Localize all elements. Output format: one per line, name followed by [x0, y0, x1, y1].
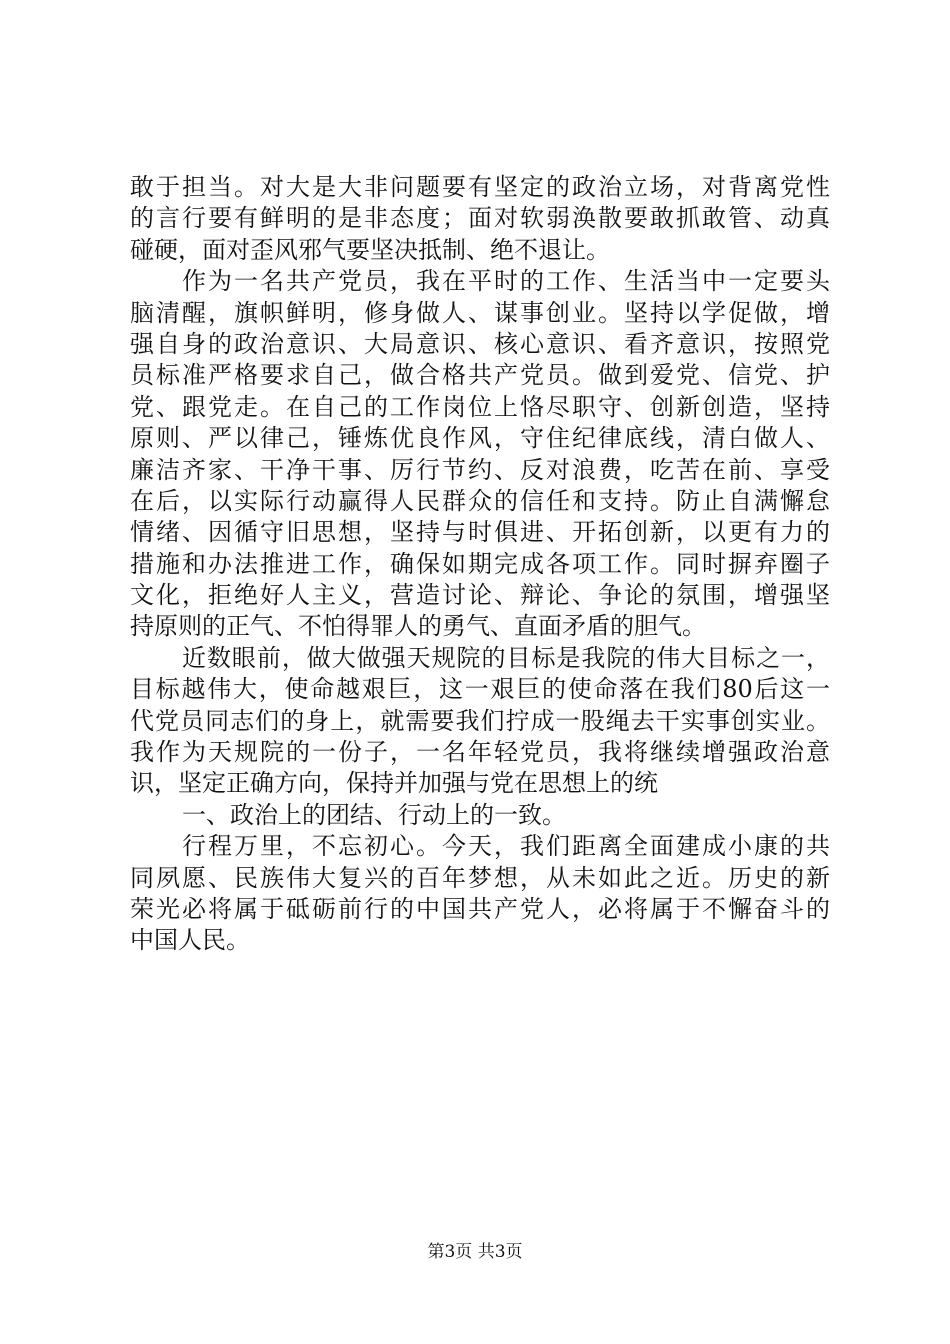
text-line: 我作为天规院的一份子，一名年轻党员，我将继续增强政治意: [130, 738, 830, 767]
text-line: 强自身的政治意识、大局意识、核心意识、看齐意识，按照党: [130, 329, 830, 358]
text-line: 行程万里，不忘初心。今天，我们距离全面建成小康的共: [182, 832, 830, 861]
text-line: 荣光必将属于砥砺前行的中国共产党人，必将属于不懈奋斗的: [130, 894, 830, 923]
text-line: 在后，以实际行动赢得人民群众的信任和支持。防止自满懈怠: [130, 486, 830, 515]
text-line: 措施和办法推进工作，确保如期完成各项工作。同时摒弃圈子: [130, 549, 830, 578]
text-line: 脑清醒，旗帜鲜明，修身做人、谋事创业。坚持以学促做，增: [130, 298, 830, 327]
page-number-footer: 第3页 共3页: [427, 1242, 523, 1262]
text-line: 党、跟党走。在自己的工作岗位上恪尽职守、创新创造，坚持: [130, 392, 830, 421]
text-line: 碰硬，面对歪风邪气要坚决抵制、绝不退让。: [130, 235, 610, 264]
text-line: 廉洁齐家、干净干事、厉行节约、反对浪费，吃苦在前、享受: [130, 455, 830, 484]
text-line: 同夙愿、民族伟大复兴的百年梦想，从未如此之近。历史的新: [130, 863, 830, 892]
text-line: 识，坚定正确方向，保持并加强与党在思想上的统: [130, 769, 658, 798]
text-line: 员标准严格要求自己，做合格共产党员。做到爱党、信党、护: [130, 361, 830, 390]
text-line: 文化，拒绝好人主义，营造讨论、辩论、争论的氛围，增强坚: [130, 581, 830, 610]
text-line: 持原则的正气、不怕得罪人的勇气、直面矛盾的胆气。: [130, 612, 706, 641]
text-line: 情绪、因循守旧思想，坚持与时俱进、开拓创新，以更有力的: [130, 518, 830, 547]
text-line: 作为一名共产党员，我在平时的工作、生活当中一定要头: [182, 267, 830, 296]
document-body: [130, 172, 830, 957]
text-line: 原则、严以律己，锤炼优良作风，守住纪律底线，清白做人、: [130, 424, 830, 453]
text-line: 近数眼前，做大做强天规院的目标是我院的伟大目标之一，: [182, 643, 830, 672]
text-line: 的言行要有鲜明的是非态度；面对软弱涣散要敢抓敢管、动真: [130, 204, 830, 233]
text-line: 敢于担当。对大是大非问题要有坚定的政治立场，对背离党性: [130, 173, 830, 201]
text-line: 一、政治上的团结、行动上的一致。: [182, 800, 566, 829]
text-line: 中国人民。: [130, 926, 250, 955]
text-line: 目标越伟大，使命越艰巨，这一艰巨的使命落在我们80后这一: [130, 675, 830, 704]
text-line: 代党员同志们的身上，就需要我们拧成一股绳去干实事创实业。: [130, 706, 830, 735]
